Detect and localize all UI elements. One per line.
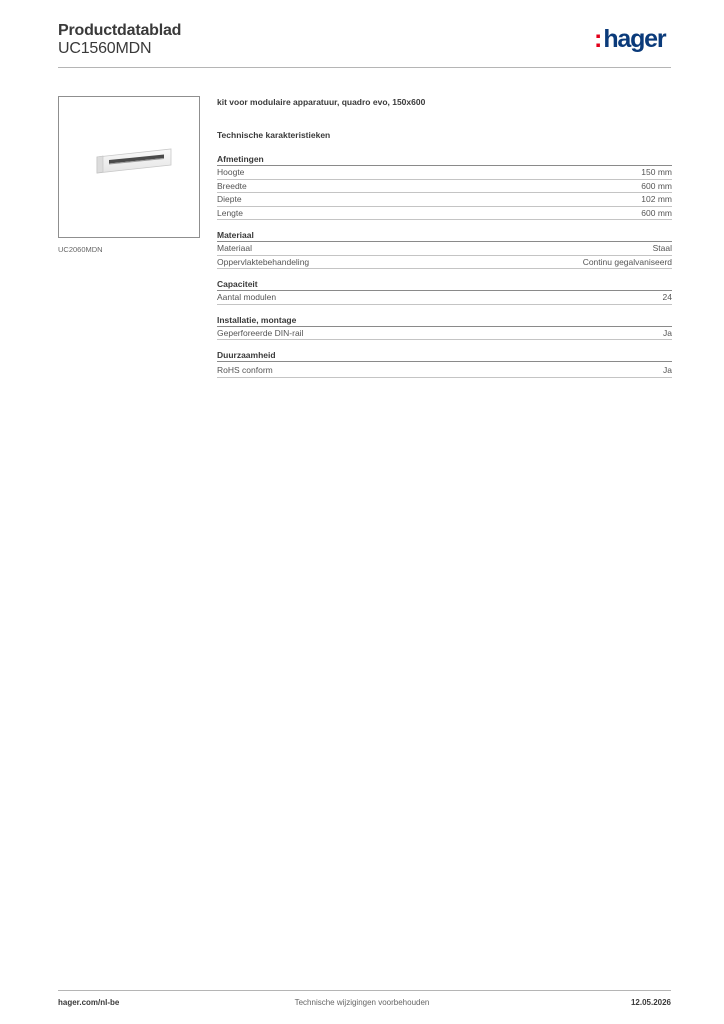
spec-row [217, 180, 672, 194]
section-duurzaamheid [217, 349, 672, 378]
spec-label: Geperforeerde DIN-rail [217, 327, 304, 338]
spec-row [217, 166, 672, 180]
footer-website-link[interactable]: hager.com/nl-be [58, 998, 120, 1007]
spec-label: Diepte [217, 194, 242, 204]
product-details [217, 97, 672, 387]
section-installatie [217, 314, 672, 341]
spec-row [217, 364, 672, 378]
footer-date: 12.05.2026 [630, 998, 671, 1007]
spec-label: Oppervlaktebehandeling [217, 256, 310, 267]
spec-value: Ja [663, 365, 672, 375]
footer-disclaimer: Technische wijzigingen voorbehouden [294, 998, 430, 1007]
logo-colon: : [594, 25, 603, 53]
spec-value: Ja [663, 327, 672, 338]
spec-row [217, 193, 672, 207]
section-title: Capaciteit [217, 278, 672, 291]
spec-value: 150 mm [641, 167, 672, 177]
header-divider [58, 67, 671, 68]
spec-value: Staal [652, 243, 672, 253]
section-afmetingen [217, 153, 672, 220]
spec-row [217, 327, 672, 341]
spec-label: RoHS conform [217, 365, 273, 375]
section-capaciteit [217, 278, 672, 305]
spec-row [217, 242, 672, 256]
spec-value: 24 [662, 292, 672, 302]
section-title: Afmetingen [217, 153, 672, 166]
spec-label: Lengte [217, 207, 243, 218]
hager-logo[interactable] [594, 27, 665, 52]
section-title: Installatie, montage [217, 314, 672, 327]
footer-divider [58, 990, 671, 991]
section-title: Duurzaamheid [217, 349, 672, 362]
spec-row [217, 256, 672, 270]
spec-label: Aantal modulen [217, 292, 277, 302]
product-illustration [59, 97, 199, 237]
spec-row [217, 291, 672, 305]
spec-value: 102 mm [641, 194, 672, 204]
section-materiaal [217, 229, 672, 269]
spec-label: Hoogte [217, 167, 245, 177]
section-title: Materiaal [217, 229, 672, 242]
spec-value: 600 mm [641, 207, 672, 218]
tech-specs-heading: Technische karakteristieken [217, 130, 331, 140]
product-description: kit voor modulaire apparatuur, quadro evo, 150x600 [217, 97, 426, 107]
spec-row [217, 207, 672, 221]
product-code: UC1560MDN [58, 40, 152, 57]
spec-label: Materiaal [217, 243, 252, 253]
logo-text: hager [603, 25, 666, 53]
product-image [58, 96, 200, 238]
image-caption: UC2060MDN [58, 245, 103, 254]
page-title: Productdatablad [58, 22, 182, 39]
spec-value: 600 mm [641, 180, 672, 191]
spec-value: Continu gegalvaniseerd [582, 256, 672, 267]
spec-label: Breedte [217, 180, 247, 191]
